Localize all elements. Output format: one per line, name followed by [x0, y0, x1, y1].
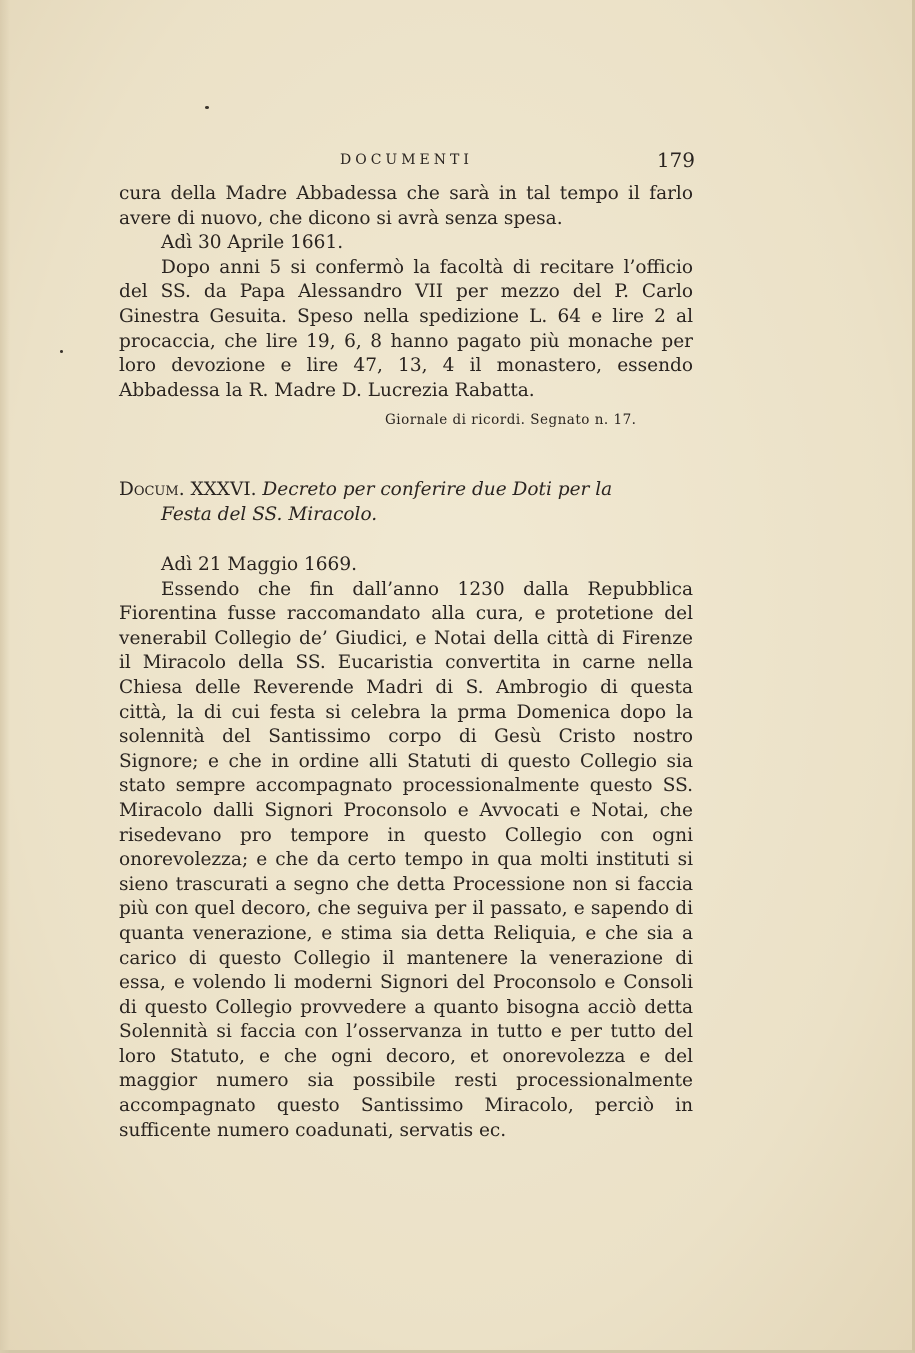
document-title-line2: Festa del SS. Miracolo. [161, 504, 378, 525]
document-number: Docum. XXXVI. [119, 479, 257, 500]
paragraph: Dopo anni 5 si confermò la facoltà di recitare l’officio del SS. da Papa Alessandro VII per mezzo del P. Carlo Ginestra Gesuita. Speso nella spedizione L. 64 e lire 2 al procaccia, che lire 19, 6, 8 hanno pagato più monache per loro devozione e lire 47, 13, 4 il monastero, essendo Abbadessa la R. Madre D. Lucrezia Rabatta. [119, 256, 693, 401]
running-title: DOCUMENTI [340, 152, 473, 168]
page-number: 179 [656, 148, 695, 172]
text-block-continuation [119, 182, 693, 403]
source-citation: Giornale di ricordi. Segnato n. 17. [385, 412, 637, 428]
ink-speck [205, 106, 209, 109]
continuation-paragraph: cura della Madre Abbadessa che sarà in tal tempo il farlo avere di nuovo, che dicono si avrà senza spesa. [119, 183, 693, 229]
text-block-decree [119, 553, 693, 1143]
paragraph: Essendo che fin dall’anno 1230 dalla Repubblica Fiorentina fusse raccomandato alla cura, e protetione del venerabil Collegio de’ Giudici, e Notai della città di Firenze il Miracolo della SS. Eucaristia convertita in carne nella Chiesa delle Reverende Madri di S. Ambrogio di questa città, la di cui festa si celebra la prma Domenica dopo la solennità del Santissimo corpo di Gesù Cristo nostro Signore; e che in ordine alli Statuti di questo Collegio sia stato sempre accompagnato processionalmente questo SS. Miracolo dalli Signori Proconsolo e Avvocati e Notai, che risedevano pro tempore in questo Collegio con ogni onorevolezza; e che da certo tempo in qua molti instituti si sieno trascurati a segno che detta Processione non si faccia più con quel decoro, che seguiva per il passato, e sapendo di quanta venerazione, e stima sia detta Reliquia, e che sia a carico di questo Collegio il mantenere la venerazione di essa, e volendo li moderni Signori del Proconsolo e Consoli di questo Collegio provvedere a quanto bisogna acciò detta Solennità si faccia con l’osservanza in tutto e per tutto del loro Statuto, e che ogni decoro, et onorevolezza e del maggior numero sia possibile resti processionalmente accompagnato questo Santissimo Miracolo, perciò in sufficente numero coadunati, servatis ec. [119, 578, 693, 1141]
date-line: Adì 30 Aprile 1661. [161, 232, 344, 254]
running-header [340, 148, 695, 178]
document-title-line1: Decreto per conferire due Doti per la [262, 479, 613, 500]
ink-speck [60, 350, 63, 353]
document-heading [119, 477, 693, 527]
page-edge-shadow [0, 0, 10, 1353]
date-line: Adì 21 Maggio 1669. [161, 554, 357, 575]
